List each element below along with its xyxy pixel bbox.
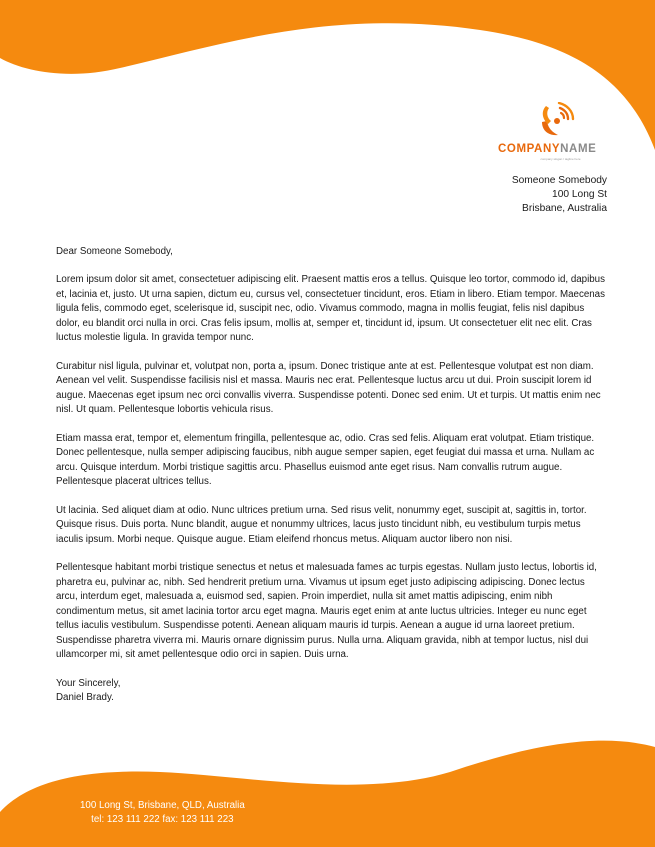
company-name-part2: NAME [560, 143, 597, 155]
closing-line: Your Sincerely, [56, 677, 121, 689]
company-name [498, 143, 623, 155]
paragraph-4: Ut lacinia. Sed aliquet diam at odio. Nunc ultrices pretium urna. Sed risus velit, nonummy eget, suscipit at, sagittis in, tortor. Quisque risus. Duis porta. Nunc blandit, augue et nonummy ultrices, lacus justo tincidunt nibh, eu vestibulum turpis metus iaculis ipsum. Morbi neque. Quisque augue. Etiam eleifend rhoncus metus. Aliquam auctor libero non nisi. [56, 504, 587, 545]
signature-name: Daniel Brady. [56, 692, 114, 704]
footer-phone-fax: tel: 123 111 222 fax: 123 111 223 [91, 814, 234, 825]
company-tagline: company slogan / tagline here [540, 157, 581, 161]
paragraph-5: Pellentesque habitant morbi tristique senectus et netus et malesuada fames ac turpis egestas. Nullam justo lectus, lobortis id, pharetra eu, pulvinar ac, nibh. Sed hendrerit pretium urna. Vivamus ut ipsum eget justo adipiscing adipiscing. Donec lectus arcu, interdum eget, malesuada a, euismod sed, sapien. Proin imperdiet, nulla sit amet mattis adipiscing, enim nibh condimentum metus, sit amet lacinia tortor arcu eget magna. Mauris eget enim at ante luctus ultricies. Integer eu nunc eget tellus iaculis vestibulum. Suspendisse potenti. Aenean aliquam mauris id turpis. Aenean a augue id urna laoreet pretium. Suspendisse pharetra viverra mi. Mauris ornare dignissim purus. Nulla urna. Aliquam gravida, nibh at tempor luctus, nisl dui ullamcorper mi, sit amet pellentesque odio orci in sapien. Duis urna. [56, 562, 597, 660]
salutation: Dear Someone Somebody, [56, 246, 173, 257]
footer-wave [0, 727, 655, 847]
recipient-name: Someone Somebody [511, 175, 607, 186]
paragraph-1: Lorem ipsum dolor sit amet, consectetuer adipiscing elit. Praesent mattis eros a tellus. Quisque leo tortor, commodo id, dapibus et, lacinia et, justo. Ut urna sapien, dictum eu, cursus vel, consectetuer tincidunt, eros. Etiam in libero. Etiam tempor. Maecenas ligula felis, commodo eget, scelerisque id, suscipit nec, odio. Vivamus commodo, magna in mollis feugiat, felis nisl dapibus dolor, eu blandit orci nulla in orci. Cras felis ipsum, mollis at, semper et, tincidunt id, ipsum. Ut consectetuer elit nec elit. Cras luctus molestie ligula. In gravida tempor nunc. [56, 274, 605, 344]
recipient-street: 100 Long St [552, 189, 607, 200]
footer-contact [80, 799, 245, 827]
company-logo [498, 102, 623, 162]
paragraph-3: Etiam massa erat, tempor et, elementum fringilla, pellentesque ac, odio. Cras sed felis. Aliquam erat volutpat. Etiam tristique. Donec pellentesque, nulla semper adipiscing faucibus, nibh augue semper sapien, eget feugiat dui massa et urna. Nullam ac arcu. Quisque interdum. Morbi tristique sagittis arcu. Phasellus euismod ante eget risus. Nam convallis rutrum augue. Pellentesque placerat ultrices tellus. [56, 432, 595, 488]
letter-body [56, 245, 608, 706]
company-name-part1: COMPANY [498, 143, 561, 155]
recipient-address [512, 174, 607, 216]
closing [56, 677, 608, 706]
signal-waves-icon [538, 102, 578, 136]
footer-address: 100 Long St, Brisbane, QLD, Australia [80, 800, 245, 811]
recipient-city: Brisbane, Australia [522, 203, 607, 214]
paragraph-2: Curabitur nisl ligula, pulvinar et, volutpat non, porta a, ipsum. Donec tristique ante at est. Pellentesque volutpat est non diam. Aenean vel velit. Suspendisse facilisis nisl et massa. Mauris nec erat. Pellentesque luctus arcu ut dui. Proin suscipit lorem id augue. Maecenas eget ipsum nec orci convallis viverra. Suspendisse potenti. Donec sed enim. Ut et turpis. Ut mattis enim nec nisl. Ut quam. Pellentesque lobortis vehicula risus. [56, 360, 601, 416]
